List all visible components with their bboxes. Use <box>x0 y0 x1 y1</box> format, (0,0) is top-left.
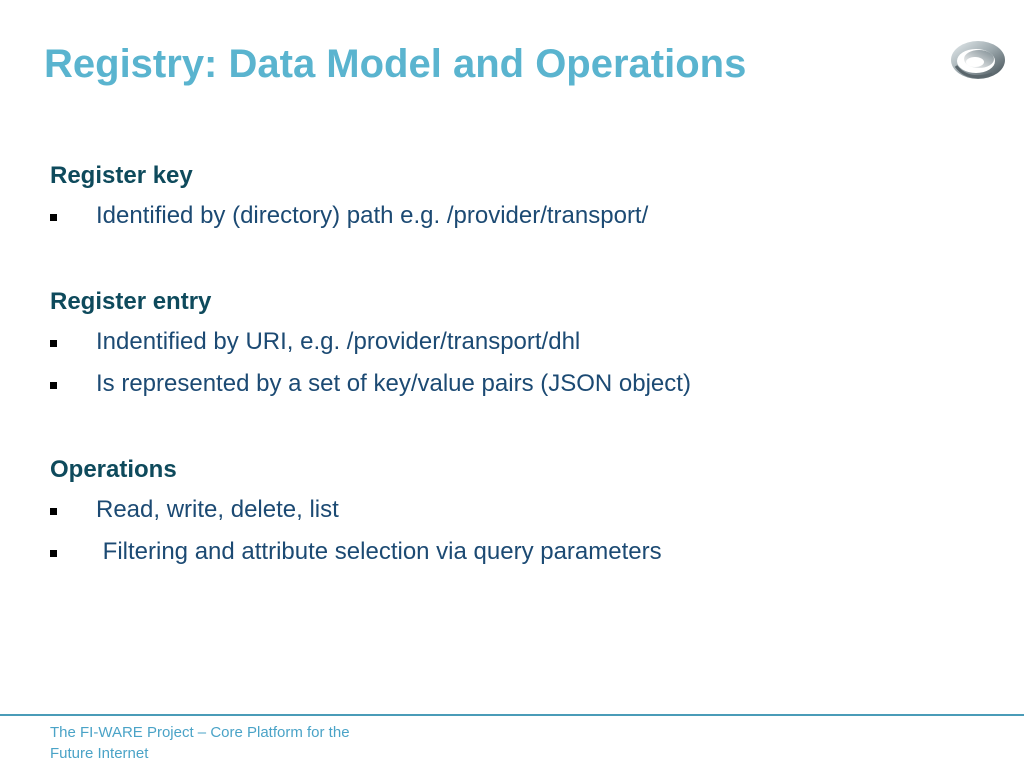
square-bullet-icon <box>50 508 57 515</box>
bullet-item <box>50 322 990 364</box>
square-bullet-icon <box>50 550 57 557</box>
footer-line-1: The FI-WARE Project – Core Platform for the <box>50 724 350 741</box>
bullet-text: Indentified by URI, e.g. /provider/transport/dhl <box>96 328 581 355</box>
section-operations <box>50 450 990 574</box>
bullet-text: Filtering and attribute selection via query parameters <box>96 538 662 565</box>
section-heading: Operations <box>50 456 177 483</box>
square-bullet-icon <box>50 214 57 221</box>
bullet-item <box>50 490 990 532</box>
bullet-list <box>50 490 990 574</box>
bullet-text: Is represented by a set of key/value pairs (JSON object) <box>96 370 691 397</box>
bullet-text: Read, write, delete, list <box>96 496 339 523</box>
square-bullet-icon <box>50 382 57 389</box>
bullet-text: Identified by (directory) path e.g. /provider/transport/ <box>96 202 649 229</box>
bullet-item <box>50 196 990 238</box>
bullet-item <box>50 532 990 574</box>
section-heading: Register entry <box>50 288 212 315</box>
fi-ware-swirl-logo-icon <box>948 36 1008 84</box>
footer-line-2: Future Internet <box>50 745 149 762</box>
bullet-item <box>50 364 990 406</box>
slide-body <box>50 156 990 574</box>
section-register-key <box>50 156 990 238</box>
bullet-list <box>50 322 990 406</box>
footer-divider <box>0 714 1024 716</box>
footer <box>50 722 410 764</box>
slide-title: Registry: Data Model and Operations <box>44 42 747 86</box>
bullet-list <box>50 196 990 238</box>
section-heading: Register key <box>50 162 193 189</box>
square-bullet-icon <box>50 340 57 347</box>
section-register-entry <box>50 282 990 406</box>
